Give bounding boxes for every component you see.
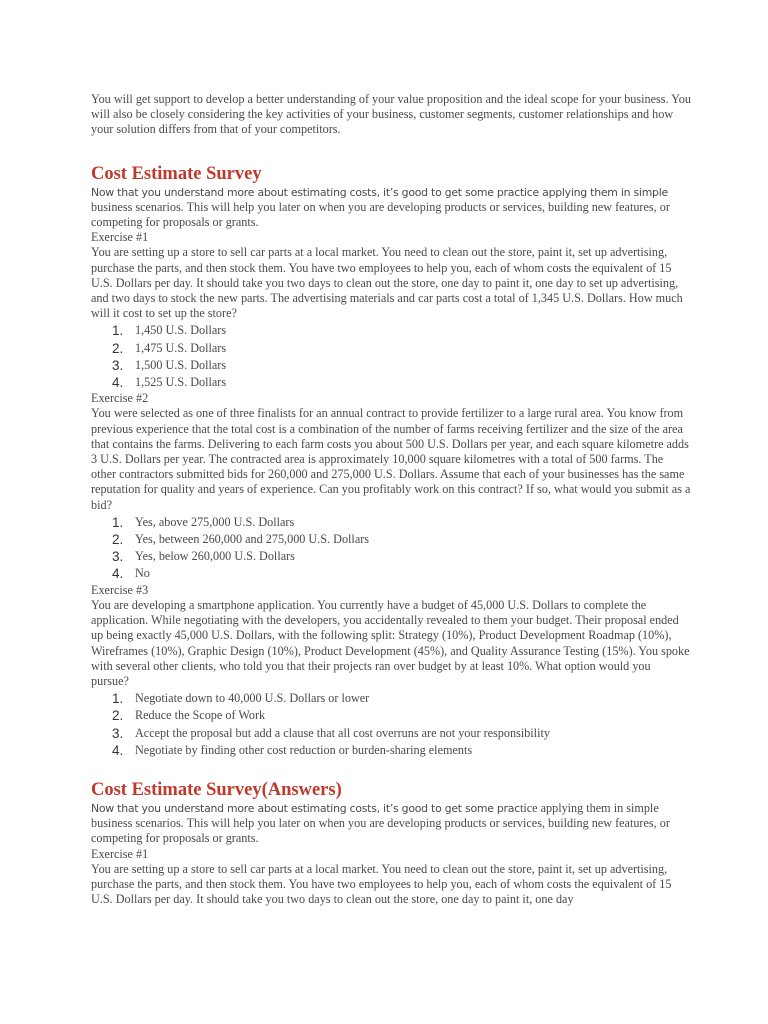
intro-paragraph: You will get support to develop a better understanding of your value proposition and the ideal scope for your business. You will also be closely considering the key activities of your business, customer segments, customer relationships and how your solution differs from that of your competitors. <box>91 92 691 137</box>
option-item: 3. Yes, below 260,000 U.S. Dollars <box>112 549 295 565</box>
option-item: 4. 1,525 U.S. Dollars <box>112 375 227 391</box>
section-title: Cost Estimate Survey <box>91 163 262 184</box>
option-text: Yes, above 275,000 U.S. Dollars <box>135 514 295 529</box>
section-lead-sans: Now that you understand more about estimating costs, it’s good to get some prac <box>91 801 520 815</box>
option-text: 1,450 U.S. Dollars <box>135 323 227 338</box>
section-lead <box>91 185 691 231</box>
option-item: 4. Negotiate by finding other cost reduction or burden-sharing elements <box>112 742 473 758</box>
option-item: 1. Negotiate down to 40,000 U.S. Dollars or lower <box>112 691 370 707</box>
document-content <box>91 92 691 907</box>
option-item: 2. 1,475 U.S. Dollars <box>112 340 227 356</box>
option-item: 2. Yes, between 260,000 and 275,000 U.S. Dollars <box>112 532 370 548</box>
exercise-label: Exercise #1 <box>91 846 149 861</box>
exercise-label: Exercise #1 <box>91 230 149 245</box>
exercise-label: Exercise #2 <box>91 391 149 406</box>
section-gap <box>91 759 691 779</box>
option-text: Yes, below 260,000 U.S. Dollars <box>135 549 295 564</box>
section-lead-rest: business scenarios. This will help you later on when you are developing products or services, building new features, or competing for proposals or grants. <box>91 816 670 846</box>
section-lead-tail: tice applying them in simple <box>519 800 659 815</box>
exercise-text: You are setting up a store to sell car parts at a local market. You need to clean out the store, paint it, set up advertising, purchase the parts, and then stock them. You have two employees to help you, each of whom costs the equivalent of 15 U.S. Dollars per day. It should take you two days to clean out the store, one day to paint it, one day <box>91 861 672 907</box>
option-item: 2. Reduce the Scope of Work <box>112 708 266 724</box>
exercise-options <box>91 690 691 759</box>
option-text: Negotiate down to 40,000 U.S. Dollars or lower <box>135 691 370 706</box>
option-text: 1,500 U.S. Dollars <box>135 357 227 372</box>
exercise-label: Exercise #3 <box>91 582 149 597</box>
option-text: Reduce the Scope of Work <box>135 708 266 723</box>
option-text: Negotiate by finding other cost reduction or burden-sharing elements <box>135 742 473 757</box>
option-text: 1,525 U.S. Dollars <box>135 375 227 390</box>
option-item: 1. 1,450 U.S. Dollars <box>112 323 227 339</box>
option-text: 1,475 U.S. Dollars <box>135 340 227 355</box>
exercise-options <box>91 514 691 583</box>
exercise-options <box>91 322 691 391</box>
option-text: No <box>135 566 150 581</box>
option-text: Yes, between 260,000 and 275,000 U.S. Dollars <box>135 532 370 547</box>
option-item: 4. No <box>112 566 150 582</box>
option-text: Accept the proposal but add a clause that all cost overruns are not your responsibility <box>135 725 550 740</box>
exercise-text: You are setting up a store to sell car parts at a local market. You need to clean out the store, paint it, set up advertising, purchase the parts, and then stock them. You have two employees to help you, each of whom costs the equivalent of 15 U.S. Dollars per day. It should take you two days to clean out the store, one day to paint it, one day to set up advertising, and two days to stock the new parts. The advertising materials and car parts cost a total of 1,345 U.S. Dollars. How much will it cost to set up the store? <box>91 245 683 321</box>
section-lead-sans: Now that you understand more about estimating costs, it’s good to get some practice applying them in simple <box>91 185 668 199</box>
exercise-text: You are developing a smartphone application. You currently have a budget of 45,000 U.S. Dollars to complete the application. While negotiating with the developers, you accidentally revealed to them your budget. Their proposal ended up being exactly 45,000 U.S. Dollars, with the following split: Strategy (10%), Product Development Roadmap (10%), Wireframes (10%), Graphic Design (10%), Product Development (45%), and Quality Assurance Testing (15%). You spoke with several other clients, who told you that their projects ran over budget by at least 10%. What option would you pursue? <box>91 597 690 688</box>
exercise-text: You were selected as one of three finalists for an annual contract to provide fertilizer to a large rural area. You know from previous experience that the total cost is a combination of the number of farms receiving fertilizer and the size of the area that contains the farms. Delivering to each farm costs you about 500 U.S. Dollars per year, and each square kilometre adds 3 U.S. Dollars per year. The contracted area is approximately 10,000 square kilometres with a total of 500 farms. The other contractors submitted bids for 260,000 and 275,000 U.S. Dollars. Assume that each of your businesses has the same reputation for quality and years of experience. Can you profitably work on this contract? If so, what would you submit as a bid? <box>91 406 691 512</box>
section-title-answers: Cost Estimate Survey(Answers) <box>91 779 342 800</box>
option-item: 3. Accept the proposal but add a clause that all cost overruns are not your responsibility <box>112 725 550 741</box>
option-item: 1. Yes, above 275,000 U.S. Dollars <box>112 514 295 530</box>
section-lead <box>91 801 691 847</box>
option-item: 3. 1,500 U.S. Dollars <box>112 357 227 373</box>
section-lead-rest: business scenarios. This will help you later on when you are developing products or services, building new features, or competing for proposals or grants. <box>91 199 670 230</box>
